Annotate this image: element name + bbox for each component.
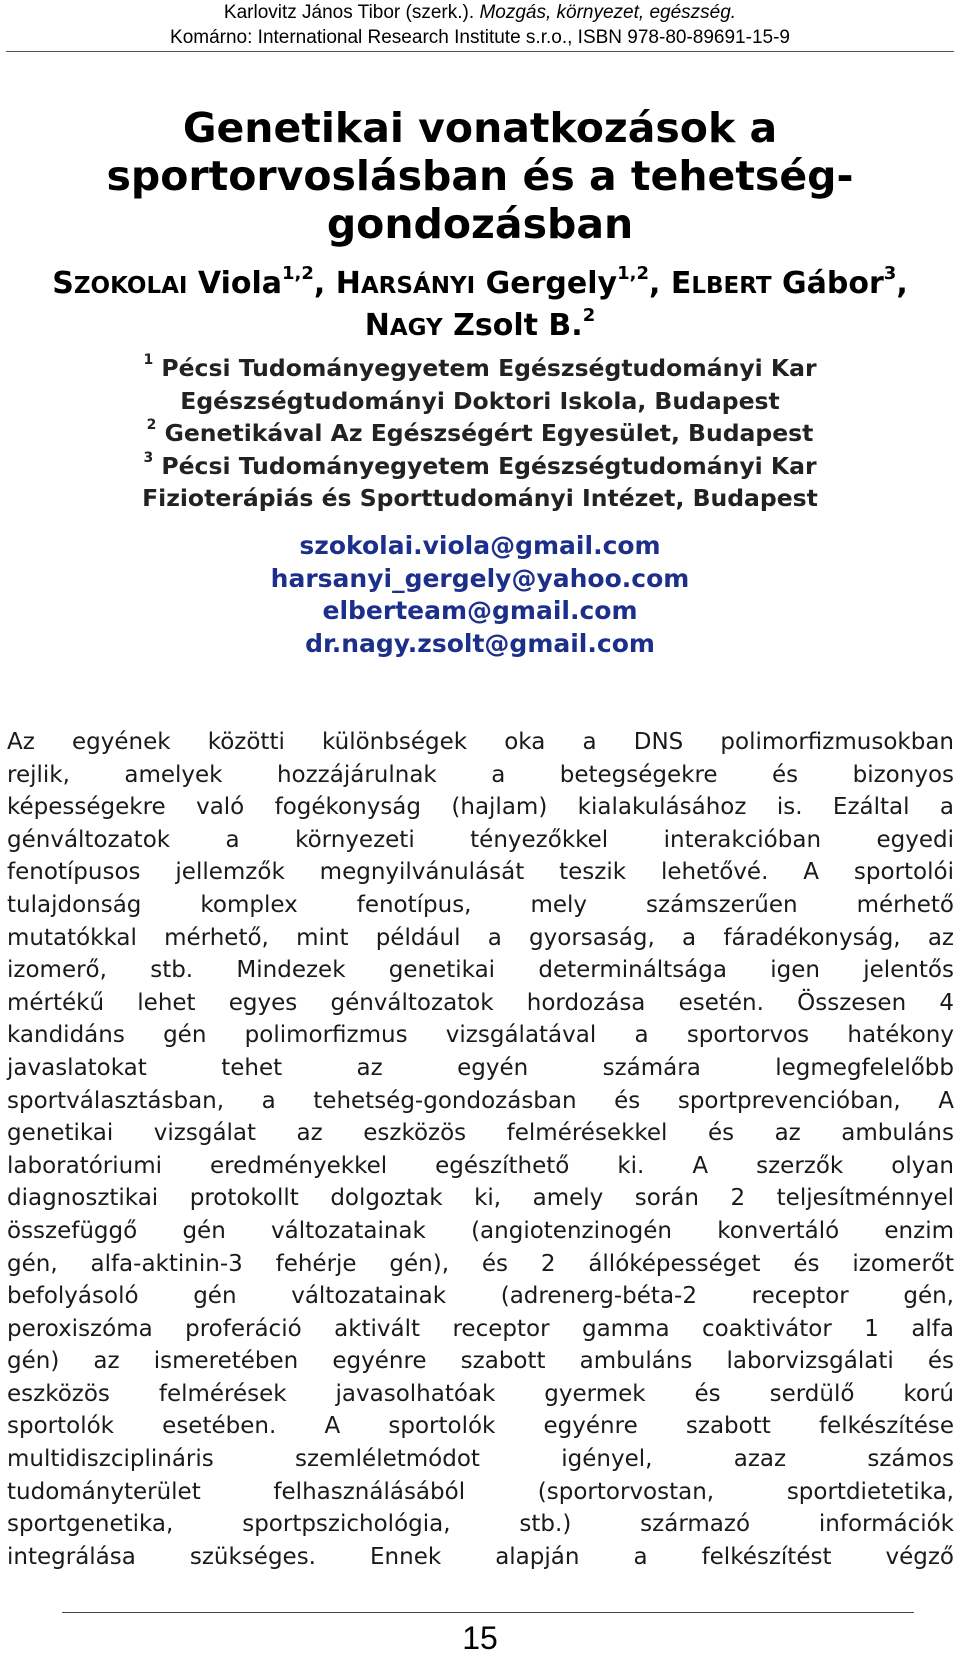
abstract-line: fenotípusos jellemzők megnyilvánulását teszik lehetővé. A sportolói <box>7 859 954 886</box>
abstract-line: multidiszciplináris szemléletmódot igényel, azaz számos <box>7 1446 954 1473</box>
affiliations <box>0 352 960 515</box>
email-link[interactable]: dr.nagy.zsolt@gmail.com <box>305 628 655 658</box>
abstract-line: gén, alfa-aktinin-3 fehérje gén), és 2 állóképességet és izomerőt <box>7 1250 954 1277</box>
author-affiliation-marker: 3 <box>883 263 897 284</box>
title-line: gondozásban <box>326 200 634 248</box>
abstract-line: sportgenetika, sportpszichológia, stb.) származó információk <box>7 1511 954 1538</box>
author-affiliation-marker: 1,2 <box>282 263 314 284</box>
author-szokolai: SZOKOLAI Viola$^{1,2}$ <box>52 263 314 301</box>
abstract-line: képességekre való fogékonyság (hajlam) kialakulásához is. Ezáltal a <box>7 794 954 821</box>
abstract-line: összefüggő gén változatainak (angiotenzinogén konvertáló enzim <box>7 1217 954 1244</box>
email-list <box>0 530 960 660</box>
email-link[interactable]: harsanyi_gergely@yahoo.com <box>270 563 690 593</box>
author-elbert: ELBERT Gábor$^3$ <box>670 263 897 301</box>
paper-title <box>0 104 960 248</box>
header-book-title: Mozgás, környezet, egészség. <box>479 2 737 23</box>
title-line: Genetikai vonatkozások a <box>182 104 778 152</box>
abstract-line: sportválasztásban, a tehetség-gondozásban és sportprevencióban, A <box>7 1087 954 1114</box>
title-line: sportorvoslásban és a tehetség- <box>106 152 854 200</box>
author-affiliation-marker: 2 <box>582 305 596 326</box>
affiliation-line: Fizioterápiás és Sporttudományi Intézet, Budapest <box>142 484 818 512</box>
affiliation-line: $^3$ Pécsi Tudományegyetem Egészségtudományi Kar <box>143 449 817 480</box>
author-harsanyi: HARSÁNYI Gergely$^{1,2}$ <box>335 263 649 301</box>
running-header <box>0 0 960 50</box>
abstract-line: mértékű lehet egyes génváltozatok hordozása esetén. Összesen 4 <box>7 989 954 1016</box>
author-nagy: NAGY Zsolt B.$^2$ <box>364 305 596 343</box>
abstract-line: Az egyének közötti különbségek oka a DNS polimorfizmusokban <box>7 729 954 755</box>
author-affiliation-marker: 1,2 <box>617 263 649 284</box>
abstract-line: génváltozatok a környezeti tényezőkkel interakcióban egyedi <box>7 826 954 853</box>
abstract-body <box>7 726 954 1573</box>
header-editor: Karlovitz János Tibor (szerk.). <box>223 2 480 23</box>
page-number: 15 <box>462 1620 498 1656</box>
abstract-line: mutatókkal mérhető, mint például a gyorsaság, a fáradékonyság, az <box>7 924 954 951</box>
abstract-line: genetikai vizsgálat az eszközös felmérésekkel és az ambuláns <box>7 1120 954 1147</box>
abstract-line: peroxiszóma proferáció aktivált receptor gamma coaktivátor 1 alfa <box>7 1315 954 1342</box>
header-divider <box>6 51 954 52</box>
abstract-line: laboratóriumi eredményekkel egészíthető ki. A szerzők olyan <box>7 1152 954 1179</box>
affiliation-line: Egészségtudományi Doktori Iskola, Budapest <box>180 386 780 415</box>
abstract-line: kandidáns gén polimorfizmus vizsgálatával a sportorvos hatékony <box>7 1022 954 1049</box>
abstract-line: izomerő, stb. Mindezek genetikai determináltsága igen jelentős <box>7 957 954 984</box>
abstract-line: sportolók esetében. A sportolók egyénre szabott felkészítése <box>7 1413 954 1440</box>
abstract-line: integrálása szükséges. Ennek alapján a felkészítést végző <box>7 1543 954 1570</box>
affiliation-line: $^1$ Pécsi Tudományegyetem Egészségtudományi Kar <box>143 352 817 382</box>
email-link[interactable]: elberteam@gmail.com <box>322 596 638 625</box>
abstract-line: eszközös felmérések javasolhatóak gyermek és serdülő korú <box>7 1380 954 1407</box>
abstract-line: tudományterület felhasználásából (sportorvostan, sportdietetika, <box>7 1478 954 1505</box>
abstract-line: javaslatokat tehet az egyén számára legmegfelelőbb <box>7 1054 954 1081</box>
running-header-line-1 <box>0 0 960 25</box>
email-link[interactable]: szokolai.viola@gmail.com <box>299 531 661 560</box>
abstract-line: befolyásoló gén változatainak (adrenerg-béta-2 receptor gén, <box>7 1283 954 1310</box>
abstract-line: tulajdonság komplex fenotípus, mely számszerűen mérhető <box>7 891 954 918</box>
abstract-line: gén) az ismeretében egyénre szabott ambuláns laborvizsgálati és <box>7 1348 954 1375</box>
running-header-line-2: Komárno: International Research Institute s.r.o., ISBN 978-80-89691-15-9 <box>170 27 790 48</box>
abstract-line: rejlik, amelyek hozzájárulnak a betegségekre és bizonyos <box>7 761 954 788</box>
footer-divider <box>62 1612 914 1613</box>
abstract-line: diagnosztikai protokollt dolgoztak ki, amely során 2 teljesítménnyel <box>7 1185 954 1212</box>
author-list: SZOKOLAI Viola$^{1,2}$, HARSÁNYI Gergely$^{1,2}$, ELBERT Gábor$^3$, NAGY Zsolt B.$^2$ <box>52 263 908 343</box>
affiliation-line: $^2$ Genetikával Az Egészségért Egyesület, Budapest <box>146 417 814 447</box>
